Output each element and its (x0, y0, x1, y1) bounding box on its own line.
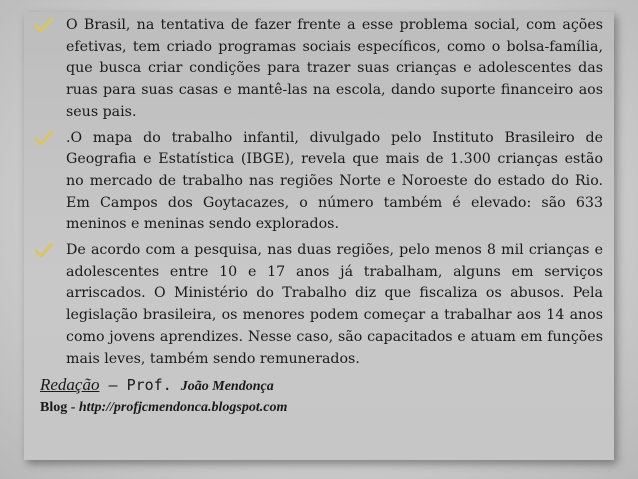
blog-link[interactable]: http://profjcmendonca.blogspot.com (78, 400, 288, 415)
footer-blog (40, 400, 287, 416)
check-icon (35, 18, 53, 34)
blog-label: Blog - (40, 400, 79, 415)
check-icon (35, 243, 53, 259)
bullet-list (40, 15, 603, 374)
author-name: João Mendonça (180, 379, 274, 394)
footer-credit (40, 375, 274, 395)
bullet-text: O Brasil, na tentativa de fazer frente a esse problema social, com ações efetivas, tem criado programas sociais específicos, como o bolsa-família, que busca criar condições para trazer suas crianças e adolescentes das ruas para suas casas e mantê-las na escola, dando suporte financeiro aos seus pais. (66, 17, 603, 120)
subject-label: Redação (40, 375, 100, 394)
bullet-item (40, 15, 603, 124)
prof-label: – Prof. (99, 376, 181, 394)
check-icon (35, 131, 53, 147)
bullet-item (40, 128, 603, 237)
bullet-text: De acordo com a pesquisa, nas duas regiões, pelo menos 8 mil crianças e adolescentes entre 10 e 17 anos já trabalham, alguns em serviços arriscados. O Ministério do Trabalho diz que fiscaliza os abusos. Pela legislação brasileira, os menores podem começar a trabalhar aos 14 anos como jovens aprendizes. Nesse caso, são capacitados e atuam em funções mais leves, também sendo remunerados. (66, 242, 603, 367)
bullet-item (40, 240, 603, 370)
bullet-text: .O mapa do trabalho infantil, divulgado pelo Instituto Brasileiro de Geografia e Estatística (IBGE), revela que mais de 1.300 crianças estão no mercado de trabalho nas regiões Norte e Noroeste do estado do Rio. Em Campos dos Goytacazes, o número também é elevado: são 633 meninos e meninas sendo explorados. (66, 129, 603, 233)
